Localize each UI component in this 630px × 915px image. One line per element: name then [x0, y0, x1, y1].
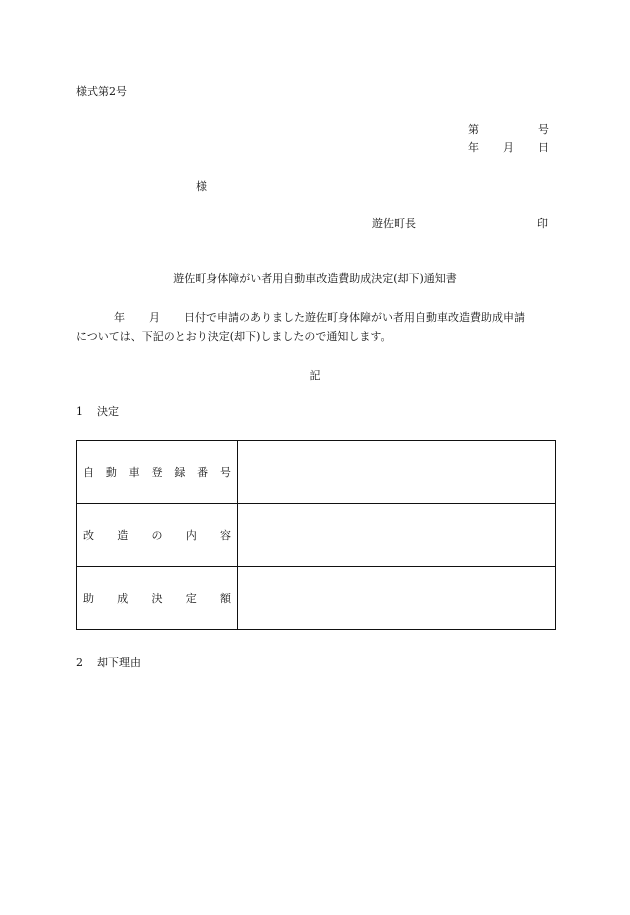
label-char: 番	[197, 466, 209, 479]
label-char: の	[151, 529, 163, 542]
section-1-heading	[76, 405, 119, 419]
issuer-name: 遊佐町長	[372, 217, 416, 230]
label-char: 自	[83, 466, 94, 479]
registration-number-value	[238, 441, 556, 504]
decision-table	[76, 440, 556, 630]
issue-number	[468, 123, 549, 137]
date-month: 月	[503, 141, 514, 154]
table-row	[77, 567, 556, 630]
label-char: 決	[151, 592, 163, 605]
label-char: 定	[185, 592, 197, 605]
subsidy-amount-value	[238, 567, 556, 630]
label-char: 動	[105, 466, 117, 479]
label-char: 額	[220, 592, 231, 605]
section-2-number: 2	[76, 656, 83, 669]
row-label-amount	[77, 567, 238, 630]
issue-number-suffix: 号	[538, 123, 549, 136]
label-char: 内	[185, 529, 197, 542]
table-row	[77, 504, 556, 567]
section-1-label: 決定	[97, 405, 119, 418]
body-year: 年	[114, 311, 125, 324]
section-2-heading	[76, 656, 141, 670]
label-char: 容	[220, 529, 231, 542]
document-title: 遊佐町身体障がい者用自動車改造費助成決定(却下)通知書	[173, 272, 457, 285]
modification-content-value	[238, 504, 556, 567]
label-char: 成	[117, 592, 129, 605]
label-char: 登	[151, 466, 163, 479]
section-1-number: 1	[76, 405, 83, 418]
date-day: 日	[538, 141, 549, 154]
body-line-1	[114, 311, 525, 325]
section-2-label: 却下理由	[97, 656, 141, 669]
label-char: 録	[174, 466, 186, 479]
label-char: 車	[128, 466, 140, 479]
form-number: 様式第2号	[76, 85, 127, 98]
label-char: 造	[117, 529, 129, 542]
issue-number-prefix: 第	[468, 123, 479, 136]
ki-heading: 記	[309, 369, 321, 382]
body-line-1-text: 日付で申請のありました遊佐町身体障がい者用自動車改造費助成申請	[184, 311, 525, 324]
body-month: 月	[149, 311, 160, 324]
date-year: 年	[468, 141, 479, 154]
addressee-honorific: 様	[196, 180, 207, 193]
seal-mark: 印	[537, 217, 548, 230]
label-char: 号	[219, 466, 231, 479]
issue-date	[468, 141, 549, 155]
body-line-2: については、下記のとおり決定(却下)しましたので通知します。	[76, 330, 392, 343]
row-label-modification	[77, 504, 238, 567]
table-row	[77, 441, 556, 504]
row-label-registration	[77, 441, 238, 504]
label-char: 助	[83, 592, 94, 605]
label-char: 改	[83, 529, 94, 542]
